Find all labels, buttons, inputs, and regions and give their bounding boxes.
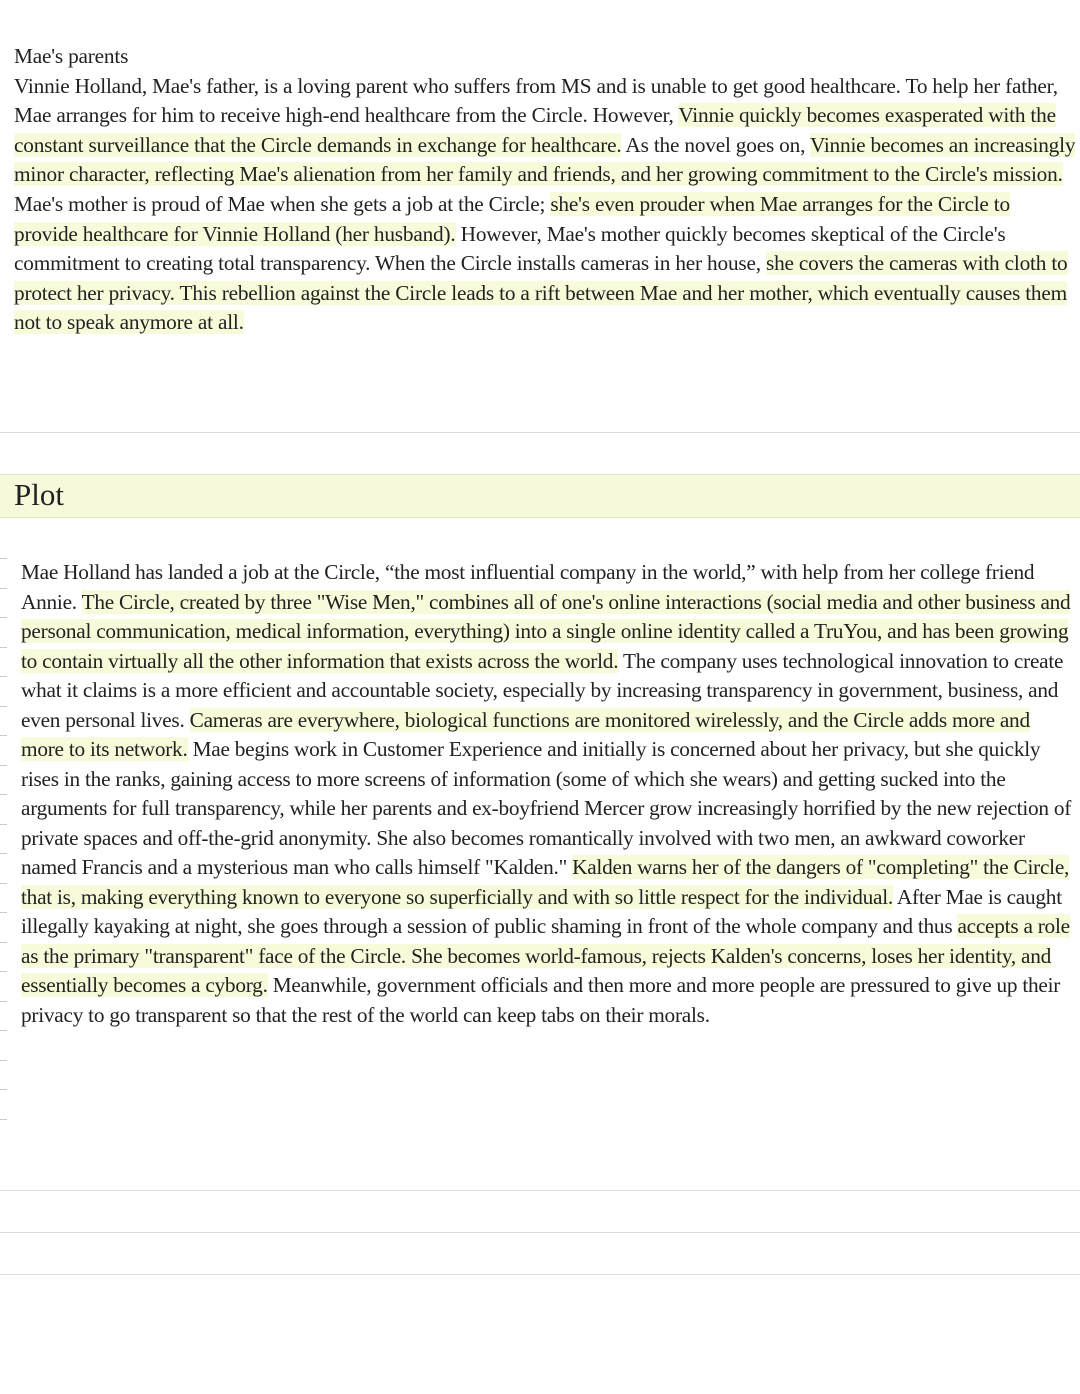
margin-tick xyxy=(0,912,7,913)
plot-highlight-2: Cameras are everywhere, biological functions are monitored wirelessly, and the Circle adds more and more to its network. xyxy=(21,707,1030,761)
parents-section xyxy=(14,42,1076,338)
divider-line xyxy=(0,1190,1080,1191)
margin-tick xyxy=(0,1001,7,1002)
mother-highlight-1: she's even prouder when Mae arranges for the Circle to provide healthcare for Vinnie Holland (her husband). xyxy=(14,191,1010,246)
margin-tick xyxy=(0,794,7,795)
plot-heading: Plot xyxy=(14,477,64,512)
plot-text-3: Mae begins work in Customer Experience and initially is concerned about her privacy, but she quickly rises in the ranks, gaining access to more screens of information (some of which she wears) and getting sucked into the arguments for full transparency, while her parents and ex-boyfriend Mercer grow increasingly horrified by the new rejection of private spaces and off-the-grid anonymity. She also becomes romantically involved with two men, an awkward coworker named Francis and a mysterious man who calls himself "Kalden." xyxy=(21,737,1072,879)
plot-text-1: Mae Holland has landed a job at the Circle, “the most influential company in the world,” with help from her college friend Annie. xyxy=(21,560,1035,614)
margin-tick xyxy=(0,1119,7,1120)
margin-tick xyxy=(0,765,7,766)
father-highlight-1: Vinnie quickly becomes exasperated with the constant surveillance that the Circle demands in exchange for healthcare. xyxy=(14,103,1056,157)
margin-tick xyxy=(0,706,7,707)
margin-tick xyxy=(0,647,7,648)
margin-tick xyxy=(0,883,7,884)
father-text-1: Vinnie Holland, Mae's father, is a loving parent who suffers from MS and is unable to get good healthcare. To help her father, Mae arranges for him to receive high-end healthcare from the Circle. However, xyxy=(14,73,1058,128)
plot-highlight-3: Kalden warns her of the dangers of "completing" the Circle, that is, making everything known to everyone so superficially and with so little respect for the individual. xyxy=(21,855,1070,909)
mother-text-1: Mae's mother is proud of Mae when she gets a job at the Circle; xyxy=(14,191,551,216)
plot-text-4: After Mae is caught illegally kayaking at night, she goes through a session of public shaming in front of the whole company and thus xyxy=(21,884,1062,938)
margin-tick xyxy=(0,824,7,825)
margin-tick xyxy=(0,942,7,943)
plot-text-2: The company uses technological innovation to create what it claims is a more efficient and accountable society, especially by increasing transparency in government, business, and even personal lives. xyxy=(21,648,1064,732)
margin-tick xyxy=(0,1030,7,1031)
margin-tick xyxy=(0,1089,7,1090)
divider-line xyxy=(0,432,1080,433)
mother-paragraph xyxy=(14,190,1076,338)
parents-heading: Mae's parents xyxy=(14,44,129,68)
margin-tick xyxy=(0,971,7,972)
plot-highlight-4: accepts a role as the primary "transparent" face of the Circle. She becomes world-famous, rejects Kalden's concerns, loses her identity, and essentially becomes a cyborg. xyxy=(21,914,1070,997)
margin-tick xyxy=(0,617,7,618)
plot-highlight-1: The Circle, created by three "Wise Men," combines all of one's online interactions (social media and other business and personal communication, medical information, everything) into a single online identity called a TruYou, and has been growing to contain virtually all the other information that exists across the world. xyxy=(21,589,1071,673)
divider-line xyxy=(0,1274,1080,1275)
margin-marks xyxy=(0,556,12,1166)
plot-section xyxy=(21,558,1073,1030)
margin-tick xyxy=(0,558,7,559)
plot-paragraph xyxy=(21,558,1073,1030)
margin-tick xyxy=(0,676,7,677)
father-text-2: As the novel goes on, xyxy=(621,132,810,157)
plot-heading-bar xyxy=(0,474,1080,518)
margin-tick xyxy=(0,588,7,589)
mother-highlight-2: she covers the cameras with cloth to protect her privacy. This rebellion against the Circle leads to a rift between Mae and her mother, which eventually causes them not to speak anymore at all. xyxy=(14,251,1068,335)
divider-line xyxy=(0,1232,1080,1233)
father-highlight-2: Vinnie becomes an increasingly minor character, reflecting Mae's alienation from her family and friends, and her growing commitment to the Circle's mission. xyxy=(14,132,1076,187)
father-paragraph xyxy=(14,72,1076,190)
margin-tick xyxy=(0,853,7,854)
margin-tick xyxy=(0,735,7,736)
margin-tick xyxy=(0,1060,7,1061)
mother-text-2: However, Mae's mother quickly becomes skeptical of the Circle's commitment to creating total transparency. When the Circle installs cameras in her house, xyxy=(14,221,1006,276)
plot-text-5: Meanwhile, government officials and then more and more people are pressured to give up their privacy to go transparent so that the rest of the world can keep tabs on their morals. xyxy=(21,973,1061,1027)
